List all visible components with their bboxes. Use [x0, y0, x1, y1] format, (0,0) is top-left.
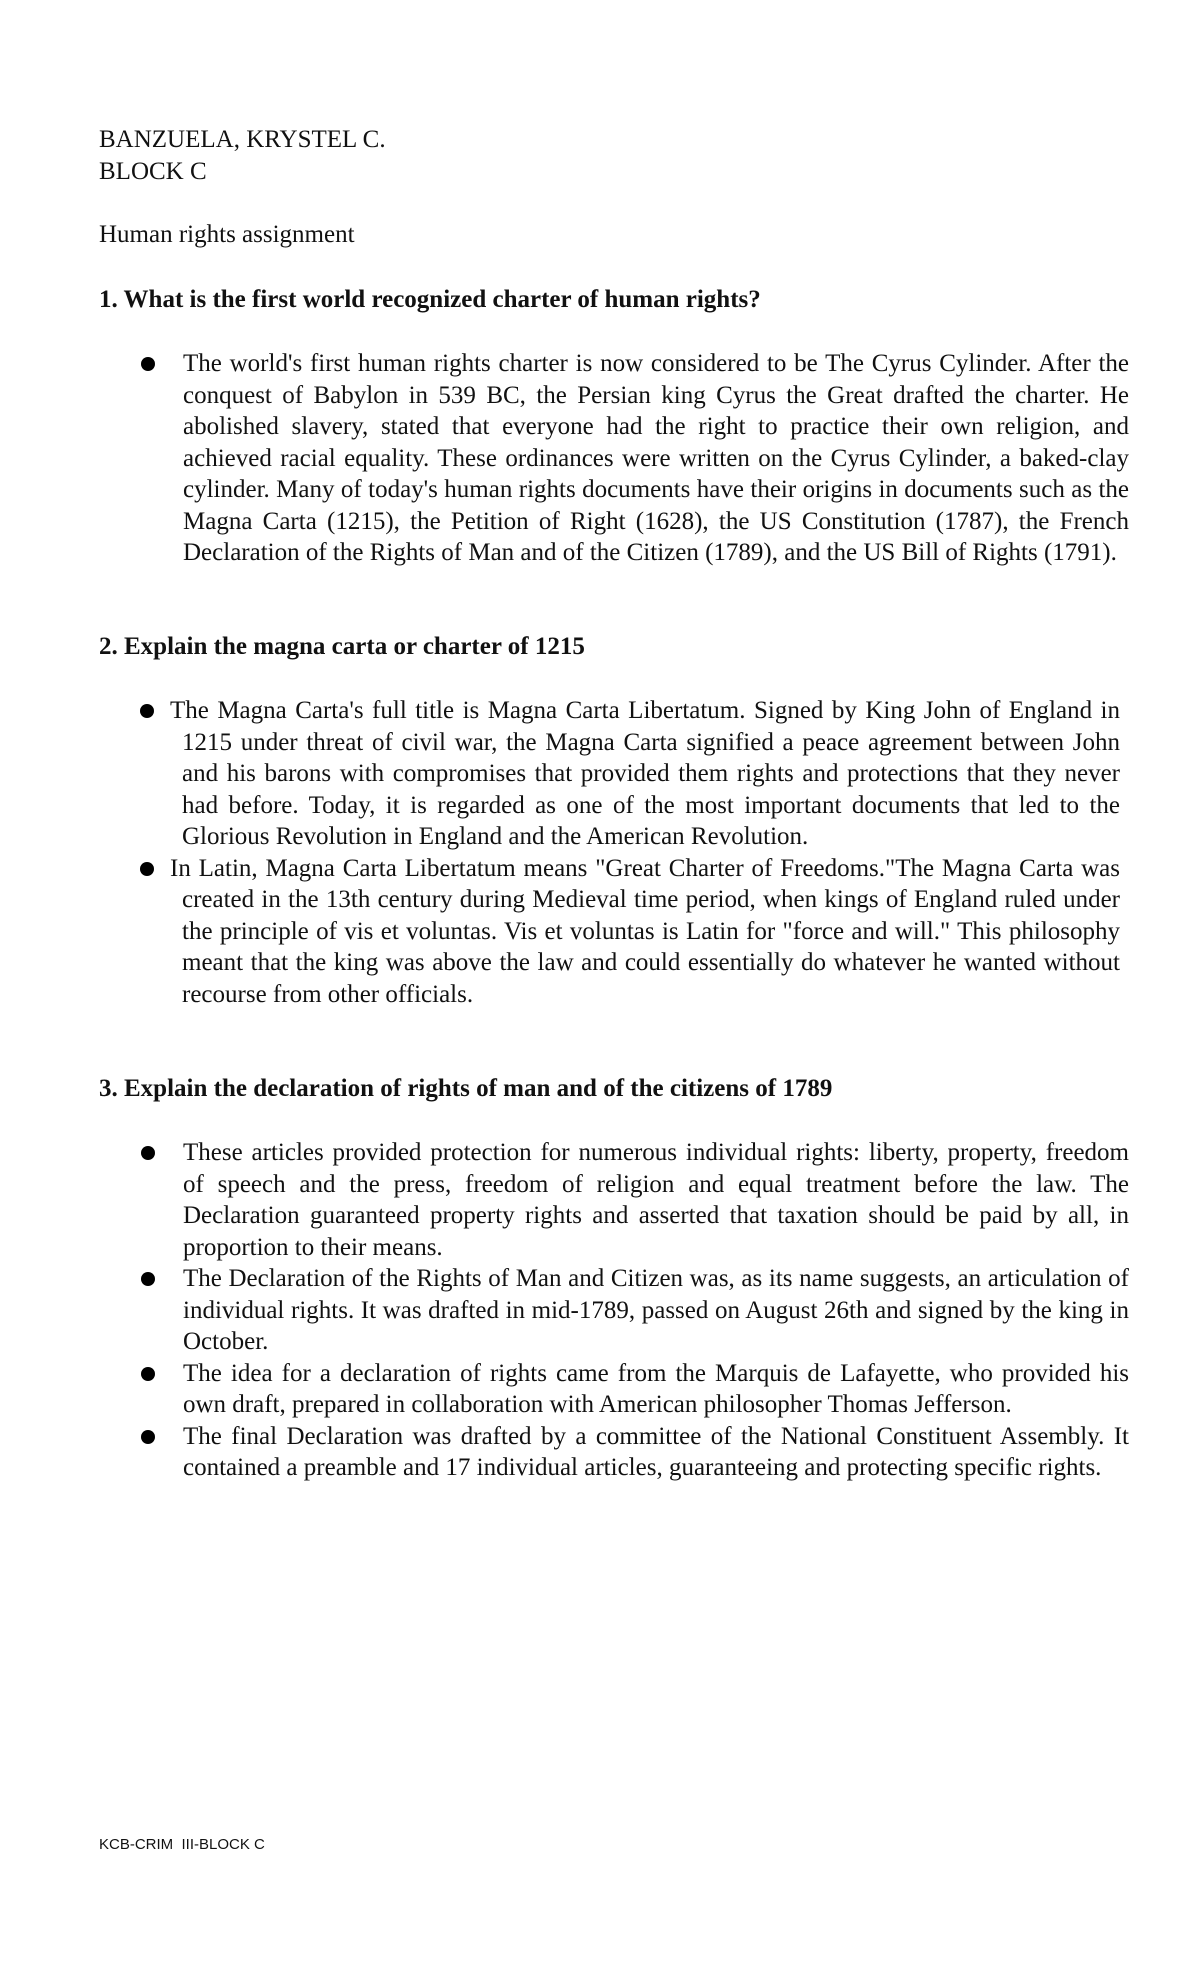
answer-text: In Latin, Magna Carta Libertatum means "Great Charter of Freedoms."The Magna Carta was created in the 13th century during Medieval time period, when kings of England ruled under the principle of vis et voluntas. Vis et voluntas is Latin for "force and will." This philosophy meant that the king was above the law and could essentially do whatever he wanted without recourse from other officials.	[170, 854, 1120, 1008]
list-item	[183, 348, 1129, 569]
bullet-icon	[141, 357, 155, 371]
list-item	[170, 853, 1120, 1011]
answer-text: The Declaration of the Rights of Man and Citizen was, as its name suggests, an articulation of individual rights. It was drafted in mid-1789, passed on August 26th and signed by the king in October.	[183, 1265, 1129, 1355]
bullet-icon	[141, 1146, 155, 1160]
bullet-icon	[141, 1430, 155, 1444]
answer-text: The world's first human rights charter is now considered to be The Cyrus Cylinder. After the conquest of Babylon in 539 BC, the Persian king Cyrus the Great drafted the charter. He abolished slavery, stated that everyone had the right to practice their own religion, and achieved racial equality. These ordinances were written on the Cyrus Cylinder, a baked-clay cylinder. Many of today's human rights documents have their origins in documents such as the Magna Carta (1215), the Petition of Right (1628), the US Constitution (1787), the French Declaration of the Rights of Man and of the Citizen (1789), and the US Bill of Rights (1791).	[183, 350, 1129, 566]
bullet-icon	[140, 862, 154, 876]
bullet-icon	[141, 1367, 155, 1381]
student-name: BANZUELA, KRYSTEL C.	[99, 126, 386, 153]
bullet-icon	[140, 704, 154, 718]
assignment-title: Human rights assignment	[99, 221, 355, 248]
student-block: BLOCK C	[99, 158, 207, 185]
list-item	[183, 1263, 1129, 1358]
list-item	[170, 695, 1120, 853]
answer-list-3	[183, 1137, 1129, 1484]
answer-text: These articles provided protection for numerous individual rights: liberty, property, freedom of speech and the press, freedom of religion and equal treatment before the law. The Declaration guaranteed property rights and asserted that taxation should be paid by all, in proportion to their means.	[183, 1139, 1129, 1261]
question-1: 1. What is the first world recognized charter of human rights?	[99, 286, 761, 313]
list-item	[183, 1358, 1129, 1421]
answer-list-2	[170, 695, 1120, 1010]
page-footer: KCB-CRIM III-BLOCK C	[99, 1836, 265, 1853]
question-2: 2. Explain the magna carta or charter of 1215	[99, 633, 585, 660]
answer-list-1	[183, 348, 1129, 569]
list-item	[183, 1137, 1129, 1263]
list-item	[183, 1421, 1129, 1484]
answer-text: The Magna Carta's full title is Magna Carta Libertatum. Signed by King John of England in 1215 under threat of civil war, the Magna Carta signified a peace agreement between John and his barons with compromises that provided them rights and protections that they never had before. Today, it is regarded as one of the most important documents that led to the Glorious Revolution in England and the American Revolution.	[170, 697, 1120, 850]
question-3: 3. Explain the declaration of rights of man and of the citizens of 1789	[99, 1075, 833, 1102]
bullet-icon	[141, 1272, 155, 1286]
answer-text: The final Declaration was drafted by a committee of the National Constituent Assembly. It contained a preamble and 17 individual articles, guaranteeing and protecting specific rights.	[183, 1422, 1129, 1481]
answer-text: The idea for a declaration of rights came from the Marquis de Lafayette, who provided his own draft, prepared in collaboration with American philosopher Thomas Jefferson.	[183, 1359, 1129, 1418]
